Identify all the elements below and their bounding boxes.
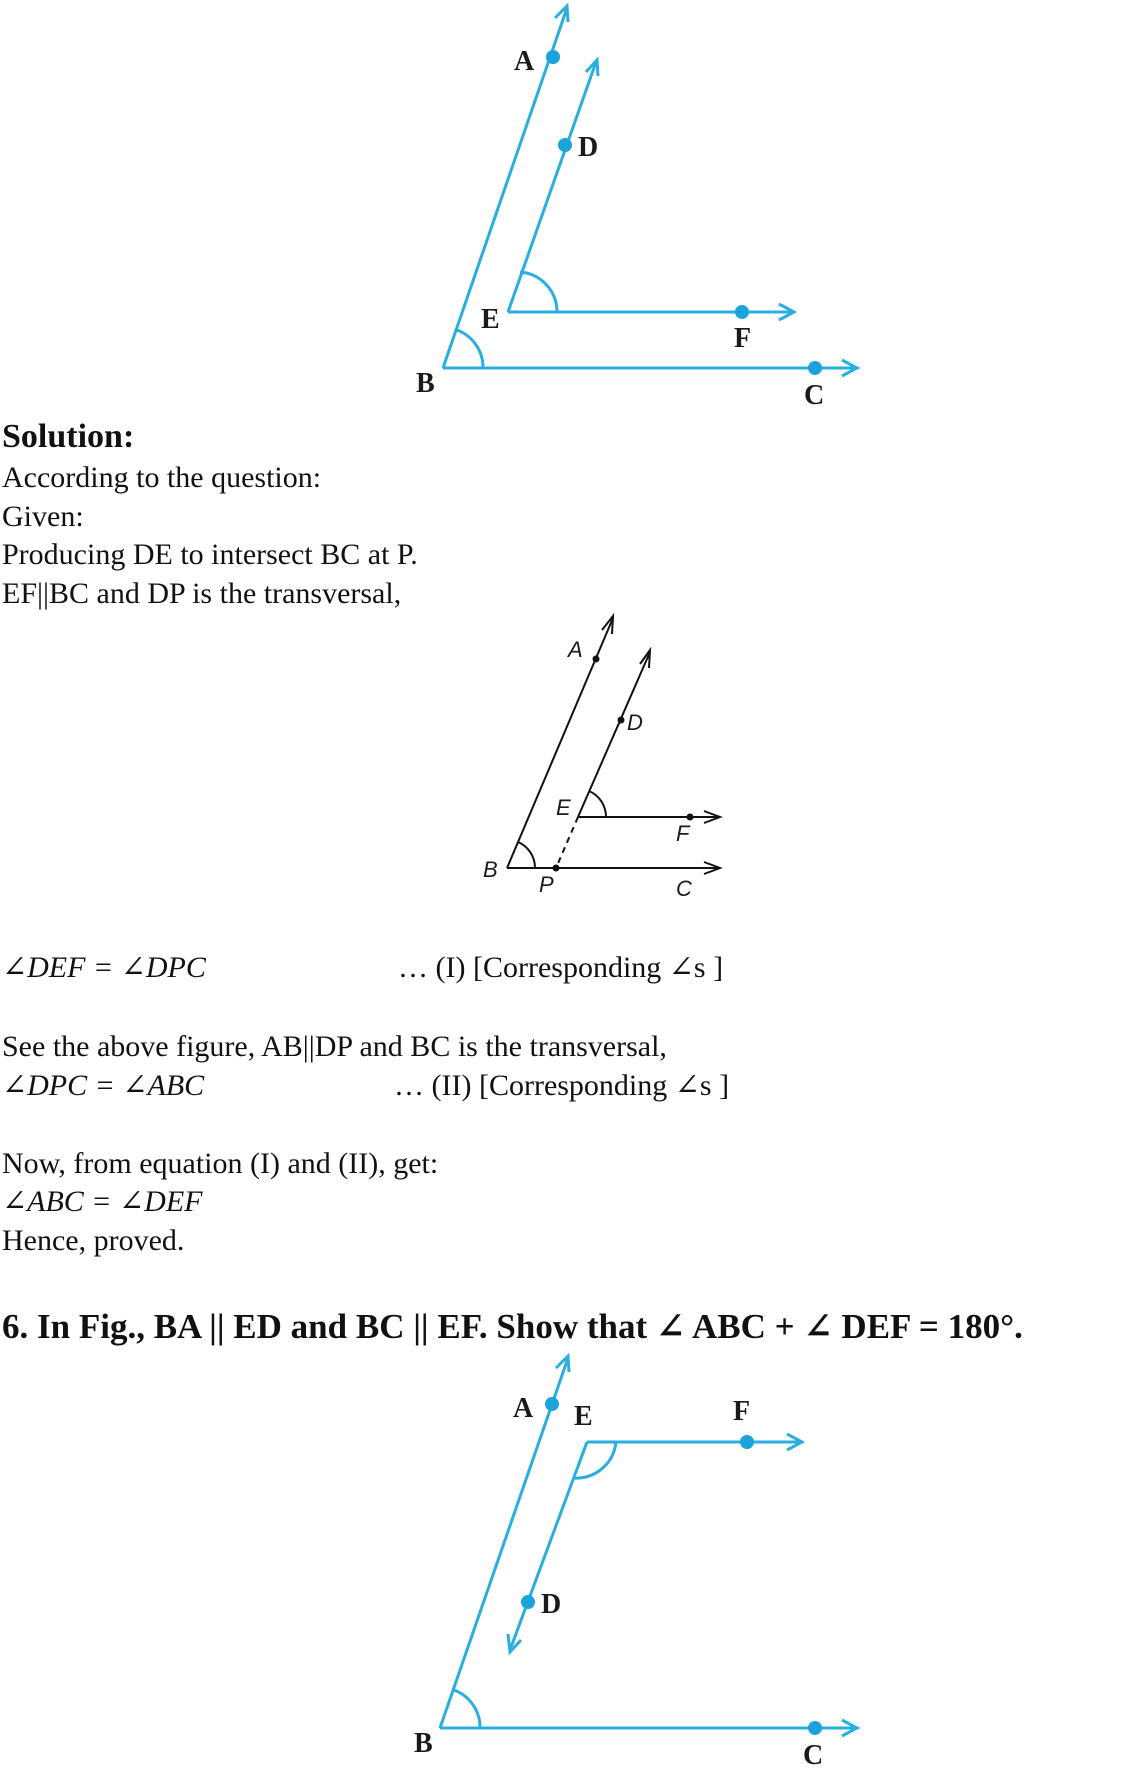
line-ab-parallel-dp: See the above figure, AB||DP and BC is the transversal, xyxy=(2,1030,667,1063)
angle-arc-b xyxy=(454,1690,480,1728)
label-c: C xyxy=(803,1740,824,1771)
line-ed xyxy=(508,62,599,312)
point-f xyxy=(740,1435,754,1449)
label-c: C xyxy=(676,876,692,901)
solution-line-1: According to the question: xyxy=(2,461,322,494)
point-d xyxy=(618,717,625,724)
figure-3-parallel-lines xyxy=(0,1350,1126,1772)
label-f: F xyxy=(734,323,752,354)
point-c xyxy=(808,361,822,375)
line-from-equations: Now, from equation (I) and (II), get: xyxy=(2,1147,439,1180)
label-e: E xyxy=(574,1401,593,1432)
label-e: E xyxy=(481,304,500,335)
label-e: E xyxy=(556,795,571,820)
label-b: B xyxy=(483,857,498,882)
line-ba xyxy=(507,618,613,868)
angle-arc-b xyxy=(457,330,483,368)
angle-arc-b xyxy=(518,842,535,868)
point-a xyxy=(545,1397,559,1411)
solution-line-4: EF||BC and DP is the transversal, xyxy=(2,577,402,610)
point-a xyxy=(546,50,560,64)
label-d: D xyxy=(541,1589,562,1620)
label-b: B xyxy=(416,368,435,399)
line-ep-dashed xyxy=(556,817,578,868)
label-f: F xyxy=(676,821,690,846)
conclusion: Hence, proved. xyxy=(2,1224,185,1257)
equation-2-reason: … (II) [Corresponding ∠s ] xyxy=(394,1069,730,1102)
point-f xyxy=(735,305,749,319)
solution-heading: Solution: xyxy=(2,418,135,455)
label-a: A xyxy=(568,637,583,662)
label-d: D xyxy=(627,710,643,735)
point-f xyxy=(687,814,694,821)
equation-2: ∠DPC = ∠ABC xyxy=(2,1069,205,1102)
point-a xyxy=(593,656,600,663)
label-d: D xyxy=(578,132,599,163)
question-6: 6. In Fig., BA || ED and BC || EF. Show that ∠ ABC + ∠ DEF = 180°. xyxy=(2,1307,1023,1346)
equation-3: ∠ABC = ∠DEF xyxy=(2,1185,203,1218)
label-f: F xyxy=(733,1396,751,1427)
solution-line-2: Given: xyxy=(2,500,84,533)
point-c xyxy=(808,1721,822,1735)
label-b: B xyxy=(414,1728,433,1759)
angle-arc-e xyxy=(520,272,557,312)
point-p xyxy=(553,865,560,872)
label-c: C xyxy=(804,380,825,411)
angle-arc-e xyxy=(589,791,606,817)
label-p: P xyxy=(539,872,554,897)
label-a: A xyxy=(513,1393,534,1424)
point-d xyxy=(521,1595,535,1609)
solution-line-3: Producing DE to intersect BC at P. xyxy=(2,538,418,571)
label-a: A xyxy=(514,46,535,77)
equation-1: ∠DEF = ∠DPC xyxy=(2,951,206,984)
figure-2-transversal xyxy=(0,610,1126,910)
equation-1-reason: … (I) [Corresponding ∠s ] xyxy=(398,951,724,984)
point-d xyxy=(558,138,572,152)
figure-1-parallel-lines xyxy=(0,0,1126,420)
